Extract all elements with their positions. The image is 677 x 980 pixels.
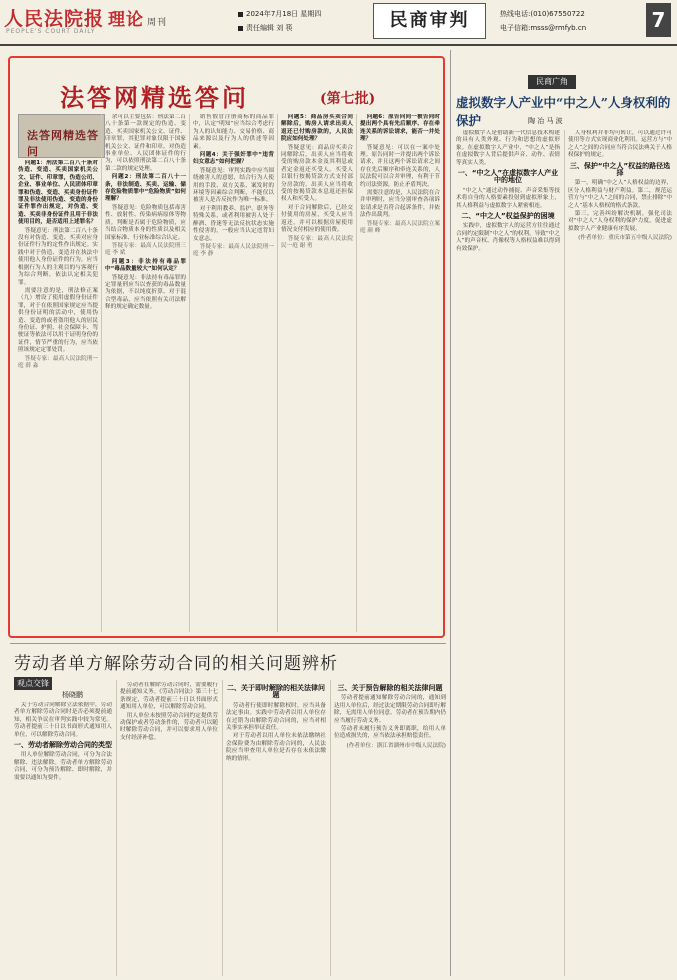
section-heading: 一、劳动者解除劳动合同的类型 xyxy=(14,741,112,750)
column-divider xyxy=(222,680,223,976)
body-paragraph: 余可以主要包括：刑法第二百八十条第一款规定的伪造、变造、买卖国家机关公文、证件、印章罪，其犯罪对象仅限于国家机关公文、证件和印章。对伪造事业单位、人民团体证件的行为，可以依照刑法第二百八十条第二款的规定处理。 xyxy=(105,114,186,172)
feature-stamp xyxy=(18,114,105,158)
question-paragraph: 问题4：关于强奸罪中“违背妇女意志”如何把握？ xyxy=(193,152,274,166)
column-divider xyxy=(189,114,190,632)
feature-col-4 xyxy=(281,114,353,632)
section-heading: 三、保护“中之人”权益的路径选择 xyxy=(569,161,671,178)
body-paragraph: 对于利用教养、监护、职务等特殊关系，或者利用被害人处于醉酒、昏迷等无法反抗状态实施性侵害的，一般应当认定违背妇女意志。 xyxy=(193,205,274,242)
column-divider xyxy=(277,114,278,632)
body-paragraph: “中之人”通过动作捕捉、声音采集等技术将自身的人格要素投射到虚拟形象上，其人格利益与虚拟数字人紧密相连。 xyxy=(456,187,560,209)
article2-author: 杨晓鹏 xyxy=(62,691,83,699)
issue-date: 2024年7月18日 星期四 xyxy=(246,10,322,18)
feature-subtitle: (第七批) xyxy=(320,91,376,107)
page-divider xyxy=(450,50,451,976)
logo-sub: 理论 xyxy=(108,10,145,30)
square-bullet-icon xyxy=(238,12,243,17)
feature-col-2 xyxy=(105,114,186,632)
expert-note: 答疑专家：最高人民法院立案庭 颜 峰 xyxy=(360,220,440,235)
newspaper-logo xyxy=(4,4,167,31)
question-paragraph: 问题2：刑法第二百八十一条，非法制造、买卖、运输、储存危险物质罪中“危险物质”如何理解？ xyxy=(105,174,186,203)
body-paragraph: 第三，完善纠纷解决机制，强化司法对“中之人”人身权利的保护力度，促进虚拟数字人产业健康有序发展。 xyxy=(568,211,672,232)
expert-note: 答疑专家：最高人民法院刑一庭 李 静 xyxy=(193,243,274,258)
contact-info xyxy=(500,7,586,35)
body-paragraph: 实践中，虚拟数字人的运营方往往通过合同约定限制“中之人”的权利，导致“中之人”的声音权、肖像权等人格权益难以得到有效保护。 xyxy=(456,223,560,252)
body-paragraph: 劳动者未履行预告义务即离职，给用人单位造成损失的，应当依法承担赔偿责任。 xyxy=(334,726,446,740)
question-paragraph: 问题3：非法持有毒品罪中“毒品数量较大”如何认定？ xyxy=(105,258,186,273)
article2-title: 劳动者单方解除劳动合同的相关问题辨析 xyxy=(14,654,338,674)
expert-note: 答疑专家：最高人民法院民一庭 谢 勇 xyxy=(281,235,353,249)
hotline: 热线电话:(010)67550722 xyxy=(500,10,585,18)
question-paragraph: 问题5：商品房买卖合同解除后，购房人请求出卖人返还已付购房款的，人民法院应如何处理？ xyxy=(281,114,353,143)
logo-text: 人民法院报 xyxy=(4,8,105,30)
right-article-author: 陶 冶 马 波 xyxy=(528,117,563,125)
article2-tag: 观点交锋 xyxy=(14,677,52,690)
expert-note: 答疑专家：最高人民法院刑一庭 薛 淼 xyxy=(18,355,98,369)
body-paragraph: 劳动者行使即时解除权时，应当具备法定事由。实践中劳动者以用人单位存在过错为由解除劳动合同的，应当对相关事实承担举证责任。 xyxy=(226,702,326,732)
column-divider xyxy=(564,130,565,976)
body-paragraph: 用人单位解除劳动合同，可分为合法解除、违法解除。劳动者单方解除劳动合同，可分为预告解除、即时解除，并需要以通知为要件。 xyxy=(14,752,112,781)
feature-title: 法答网精选答问 xyxy=(60,83,249,112)
body-paragraph: 销售假冒注册商标的商品罪中，认定“明知”应当综合考虑行为人的认知能力、交易价格、商品来源以及行为人的供述等因素。 xyxy=(193,114,274,150)
column-divider xyxy=(116,680,117,976)
author-affiliation: (作者单位：重庆市第五中级人民法院) xyxy=(578,235,672,242)
feature-stamp-label: 法答网精选答问 xyxy=(27,129,99,158)
section-heading: 二、“中之人”权益保护的困境 xyxy=(461,212,555,221)
section-heading: 二、关于即时解除的相关法律问题 xyxy=(227,684,325,700)
right-article-tag: 民商广角 xyxy=(528,75,576,89)
body-paragraph: 对于合同解除后，已经交付使用的房屋，买受人应当返还，并可以根据房屋使用情况支付相应的使用费。 xyxy=(281,204,353,234)
right-col-2 xyxy=(568,130,672,976)
feature-col-1 xyxy=(18,160,98,632)
body-paragraph: 答疑意见：审判实践中应当围绕被害人的意愿，结合行为人使用的手段、双方关系、案发时的环境等因素综合判断，不能仅以被害人是否反抗作为唯一标准。 xyxy=(193,167,274,204)
article2-col-1 xyxy=(14,702,112,976)
page-number: 7 xyxy=(646,3,671,37)
expert-note: 答疑专家：最高人民法院刑三庭 李 斌 xyxy=(105,242,186,257)
body-paragraph: 对于劳动者以用人单位未依法缴纳社会保险费为由解除劳动合同的，人民法院应当审查用人单位是否存在未依法缴纳的情形。 xyxy=(226,733,326,762)
body-paragraph: 答疑意见：非法持有毒品罪的定罪量刑应当以查获的毒品数量为依据，不以纯度折算。对于混合型毒品，应当依照有关司法解释的规定确定数量。 xyxy=(105,274,186,311)
feature-col-5 xyxy=(360,114,440,632)
section-title: 民商审判 xyxy=(373,3,486,39)
body-paragraph: 用人单位未按照劳动合同约定提供劳动保护或者劳动条件的，劳动者可以随时解除劳动合同，并可以要求用人单位支付经济补偿。 xyxy=(120,712,218,741)
column-divider xyxy=(101,114,102,632)
section-heading: 三、关于预告解除的相关法律问题 xyxy=(337,684,443,692)
body-paragraph: 劳动者提前通知解除劳动合同的，通知到达用人单位后，经过法定期限劳动合同即行解除，无需用人单位同意。劳动者在预告期内仍应当履行劳动义务。 xyxy=(334,695,446,724)
right-col-1 xyxy=(456,130,560,976)
body-paragraph: 人身权利并非均可转让，可以通过许可使用等方式实现商业化利用。运营方与“中之人”之间的合同应当符合民法典关于人格权保护的规定。 xyxy=(568,130,672,159)
header-rule xyxy=(0,44,677,46)
body-paragraph: 答疑意见：商品房买卖合同解除后，出卖人应当将收受的购房款本金及其利息或者定金返还买受人。买受人以银行按揭贷款方式支付部分房款的，出卖人应当将收受的按揭贷款本息返还担保权人和买受人。 xyxy=(281,144,353,203)
email: 电子信箱:msss@rmfyb.cn xyxy=(500,24,587,32)
article2-col-2 xyxy=(120,682,218,976)
question-paragraph: 问题6：原告向同一被告同时提出两个具有先后顺序、存在牵连关系的诉讼请求，能否一并处理？ xyxy=(360,114,440,143)
masthead xyxy=(0,0,677,44)
body-paragraph: 劳动者在解除劳动合同时，需要履行提前通知义务。《劳动合同法》第三十七条规定，劳动者提前三十日以书面形式通知用人单位，可以解除劳动合同。 xyxy=(120,682,218,711)
column-divider xyxy=(356,114,357,632)
author-affiliation: (作者单位：浙江省湖州市中级人民法院) xyxy=(346,742,446,749)
section-heading: 一、“中之人”在虚拟数字人产业中的地位 xyxy=(457,169,559,185)
square-bullet-icon xyxy=(238,26,243,31)
article2-col-3 xyxy=(226,682,326,976)
body-paragraph: 答疑意见：可以在一案中处理。原告同时一并提出两个诉讼请求，并且这两个诉讼请求之间存在先后顺序和牵连关系的，人民法院可以合并审理，有利于节约司法资源，防止矛盾判决。 xyxy=(360,144,440,188)
issue-editor: 责任编辑 刘 筷 xyxy=(246,24,293,32)
body-paragraph: 需要注意的是，刑法修正案（九）增设了使用虚假身份证件罪，对于在依照国家规定应当提供身份证明的活动中，使用伪造、变造的或者盗用他人的居民身份证、护照、社会保障卡、驾驶证等依法可以用于证明身份的证件，情节严重的行为，应当依照该规定定罪处罚。 xyxy=(18,287,98,354)
body-paragraph: 需要注意的是，人民法院在合并审理时，应当分别审查各项诉讼请求是否符合起诉条件，并依法作出裁判。 xyxy=(360,190,440,219)
body-paragraph: 答疑意见：刑法第二百八十条没有对伪造、变造、买卖对应身份证件行为的定性作出规定。实践中对于伪造、变造并在执法中使用他人身份证件的行为，应当根据行为人的主观目的与客观行为综合判断，依法认定相关犯罪。 xyxy=(18,227,98,286)
article2-col-4 xyxy=(334,682,446,976)
logo-week: 周刊 xyxy=(147,18,168,28)
logo-english: PEOPLE'S COURT DAILY xyxy=(6,28,96,35)
body-paragraph: 第一，明确“中之人”人格权益的边界，区分人格利益与财产利益。第二，规范运营方与“中之人”之间的合同，禁止排除“中之人”基本人格权的格式条款。 xyxy=(568,180,672,209)
feature-col-3 xyxy=(193,114,274,632)
question-paragraph: 问题1：刑法第二百八十条对伪造、变造、买卖国家机关公文、证件、印章罪，伪造公司、企业、事业单位、人民团体印章罪和伪造、变造、买卖身份证件罪及非法使用伪造、变造的身份证件罪作出规定，对伪造、变造、买卖非身份证件且用于非法使用目的，是否适用上述罪名？ xyxy=(18,160,98,226)
body-paragraph: 关于劳动合同解除立法依据中，劳动者单方解除劳动合同时是否必须提前通知，相关争议在审判实践中较为常见。劳动者提前三十日以书面形式通知用人单位，可以解除劳动合同。 xyxy=(14,702,112,738)
article-divider xyxy=(10,643,446,644)
column-divider xyxy=(330,680,331,976)
body-paragraph: 虚拟数字人是借助新一代信息技术构建的具有人类外观、行为和思想的虚拟形象。在虚拟数字人产业中，“中之人”是指在虚拟数字人背后提供声音、动作、表情等真实人类。 xyxy=(456,130,560,166)
issue-meta xyxy=(238,7,321,35)
right-article-title: 虚拟数字人产业中“中之人”人身权利的保护 xyxy=(456,95,671,128)
body-paragraph: 答疑意见：危险物质包括毒害性、放射性、传染病病原体等物质。判断是否属于危险物质，应当结合物质本身的性质以及相关国家标准、行业标准综合认定。 xyxy=(105,204,186,241)
